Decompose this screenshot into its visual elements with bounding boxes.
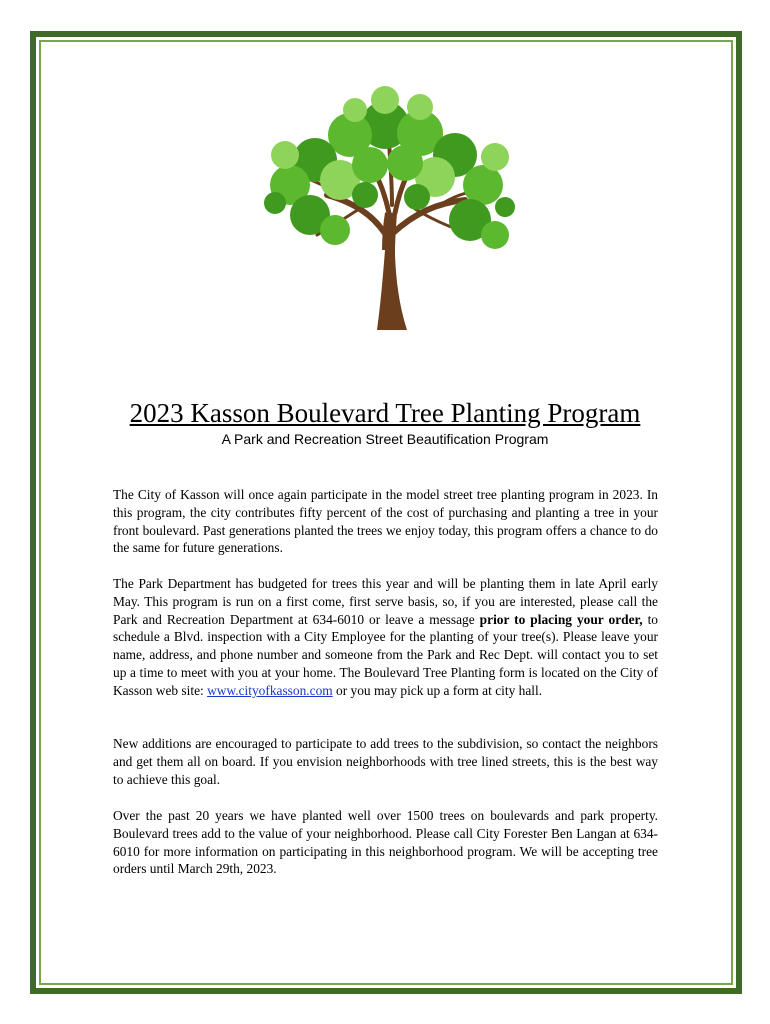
paragraph-history: Over the past 20 years we have planted well over 1500 trees on boulevards and park property. Boulevard trees add to the value of your neighborhood. Please call City Forester Ben Langan at 634-6010 for more information on participating in this neighborhood program. We will be accepting tree orders until March 29th, 2023.: [113, 808, 658, 877]
paragraph-ordering: [113, 575, 658, 700]
paragraph-intro: The City of Kasson will once again participate in the model street tree planting program in 2023. In this program, the city contributes fifty percent of the cost of purchasing and planting a tree in your front boulevard. Past generations planted the trees we enjoy today, this program offers a chance to do the same for future generations.: [113, 487, 658, 556]
document-subtitle: A Park and Recreation Street Beautification Program: [221, 431, 549, 447]
city-website-link[interactable]: www.cityofkasson.com: [207, 682, 333, 698]
paragraph-ordering-part1: The Park Department has budgeted for trees this year and will be planting them in late April early May. This program is run on a first come, first serve basis, so, if you are interested, please call the Park and Recreation Department at 634-6010 or leave a message: [113, 576, 658, 627]
paragraph-ordering-part2: to schedule a Blvd. inspection with a City Employee for the planting of your tree(s). Please leave your name, address, and phone number and someone from the Park and Rec Dept. will contact you to set up a time to meet with you at your home. The Boulevard Tree Planting form is located on the City of Kasson web site:: [113, 611, 658, 698]
paragraph-ordering-bold: prior to placing your order,: [479, 611, 643, 627]
paragraph-ordering-part3: or you may pick up a form at city hall.: [332, 682, 543, 698]
document-title: 2023 Kasson Boulevard Tree Planting Program: [129, 398, 641, 428]
tree-illustration: [255, 85, 515, 330]
paragraph-new-additions: New additions are encouraged to participate to add trees to the subdivision, so contact the neighbors and get them all on board. If you envision neighborhoods with tree lined streets, this is the best way to achieve this goal.: [113, 736, 658, 787]
